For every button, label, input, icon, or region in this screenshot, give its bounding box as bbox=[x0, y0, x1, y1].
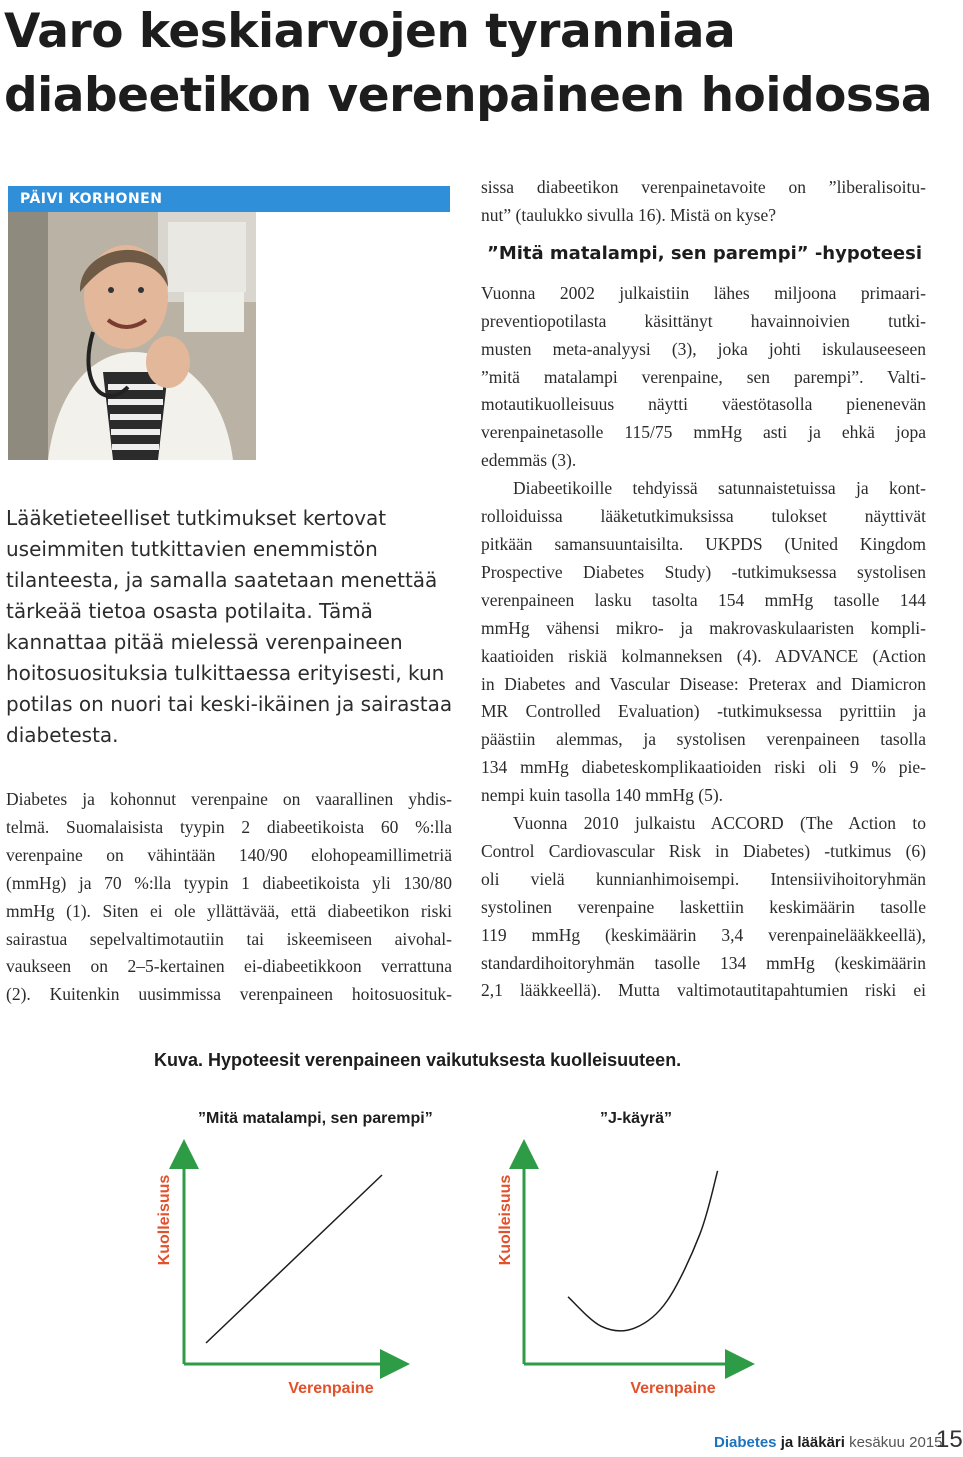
article-title bbox=[4, 0, 954, 128]
lead-line: useimmiten tutkittavien enemmistön bbox=[6, 537, 378, 561]
chart-1-series-line bbox=[206, 1175, 382, 1343]
body-line: sairastua sepelvaltimotautiin tai iskeemiseen aivohal- bbox=[6, 928, 452, 949]
chart-1-xlabel: Verenpaine bbox=[288, 1380, 374, 1397]
chart-2-title: ”J-käyrä” bbox=[600, 1110, 673, 1127]
body-line: verenpainetasolle 115/75 mmHg asti ja ehkä jopa bbox=[481, 422, 926, 443]
body-line: Diabeetikoille tehdyissä satunnaistetuissa ja kont- bbox=[513, 478, 926, 499]
body-line: kaatioiden riskiä kolmanneksen (4). ADVANCE (Action bbox=[481, 645, 926, 666]
chart-1-ylabel: Kuolleisuus bbox=[156, 1174, 173, 1266]
title-line-2: diabeetikon verenpaineen hoidossa bbox=[4, 68, 933, 123]
body-line: motautikuolleisuus näytti väestötasolla pienenevän bbox=[481, 394, 926, 415]
body-line: (mmHg) ja 70 %:lla tyypin 1 diabeetikoista yli 130/80 bbox=[6, 872, 452, 893]
figure-caption: Kuva. Hypoteesit verenpaineen vaikutuksesta kuolleisuuteen. bbox=[154, 1050, 682, 1070]
chart-2-xlabel: Verenpaine bbox=[630, 1380, 716, 1397]
body-line: vaukseen on 2–5-kertainen ei-diabeetikkoon verrattuna bbox=[6, 956, 452, 977]
title-line-1: Varo keskiarvojen tyranniaa bbox=[4, 4, 736, 59]
body-line: Prospective Diabetes Study) -tutkimuksessa systolisen bbox=[481, 561, 926, 582]
lead-line: tärkeää tietoa osasta potilaita. Tämä bbox=[6, 599, 373, 623]
body-line: systolinen verenpaine laskettiin keskimäärin tasolle bbox=[481, 896, 926, 917]
body-line: oli vielä kunnianhimoisempi. Intensiivihoitoryhmän bbox=[481, 868, 926, 889]
chart-2-series-line bbox=[568, 1171, 718, 1331]
lead-line: tilanteesta, ja samalla saatetaan menettää bbox=[6, 568, 438, 592]
body-line: telmä. Suomalaisista tyypin 2 diabeetikoista 60 %:lla bbox=[6, 816, 452, 837]
lead-line: kannattaa pitää mielessä verenpaineen bbox=[6, 630, 403, 654]
body-line: edemmäs (3). bbox=[481, 450, 577, 471]
body-line: 2,1 lääkkeellä). Mutta valtimotautitapahtumien riski ei bbox=[481, 980, 926, 1001]
body-line: Vuonna 2010 julkaistu ACCORD (The Action to bbox=[513, 813, 926, 834]
body-line: verenpaineen lasku tasolta 154 mmHg tasolle 144 bbox=[481, 589, 926, 610]
magazine-name-part2: ja lääkäri bbox=[780, 1434, 845, 1451]
body-line: päästiin alemmas, ja systolisen verenpaineen tasolla bbox=[481, 729, 926, 750]
body-line: nempi kuin tasolla 140 mmHg (5). bbox=[481, 785, 724, 806]
lead-line: diabetesta. bbox=[6, 723, 119, 747]
body-line: nut” (taulukko sivulla 16). Mistä on kyse? bbox=[481, 204, 777, 225]
lead-line: potilas on nuori tai keski-ikäinen ja sairastaa bbox=[6, 692, 453, 716]
body-line: Control Cardiovascular Risk in Diabetes) -tutkimus (6) bbox=[481, 840, 926, 861]
body-line: (2). Kuitenkin uusimmissa verenpaineen hoitosuosituk- bbox=[6, 984, 452, 1005]
author-photo bbox=[8, 212, 256, 460]
body-line: rolloiduissa lääketutkimuksissa tulokset näyttivät bbox=[481, 506, 926, 527]
chart-2-ylabel: Kuolleisuus bbox=[497, 1174, 514, 1266]
body-line: standardihoitoryhmän tasolle 134 mmHg (keskimäärin bbox=[481, 952, 926, 973]
chart-1-title: ”Mitä matalampi, sen parempi” bbox=[198, 1110, 433, 1127]
body-line: musten meta-analyysi (3), joka johti iskulauseeseen bbox=[481, 338, 926, 359]
body-line: verenpaine on vähintään 140/90 elohopeamillimetriä bbox=[6, 844, 452, 865]
section-subheading: ”Mitä matalampi, sen parempi” -hypoteesi bbox=[487, 242, 923, 264]
body-line: 134 mmHg diabeteskomplikaatioiden riski oli 9 % pie- bbox=[481, 757, 926, 778]
body-line: preventiopotilasta käsittänyt havainnoivien tutki- bbox=[481, 310, 926, 331]
magazine-footer bbox=[714, 1434, 943, 1451]
lead-line: hoitosuosituksia tulkittaessa erityisesti, kun bbox=[6, 661, 445, 685]
body-column-left bbox=[6, 786, 452, 1009]
body-line: ”mitä matalampi verenpaine, sen parempi”. Valti- bbox=[481, 366, 926, 387]
chart-1 bbox=[156, 1154, 395, 1397]
body-line: pitkään samansuuntaisilta. UKPDS (United Kingdom bbox=[481, 533, 926, 554]
body-line: Diabetes ja kohonnut verenpaine on vaarallinen yhdis- bbox=[6, 789, 452, 809]
chart-2 bbox=[497, 1154, 740, 1397]
page-number: 15 bbox=[936, 1426, 963, 1453]
lead-paragraph bbox=[6, 503, 453, 751]
body-line: mmHg (1). Siten ei ole yllättävää, että diabeetikon riski bbox=[6, 900, 452, 921]
body-line: sissa diabeetikon verenpainetavoite on ”liberalisoitu- bbox=[481, 177, 926, 197]
author-byline: PÄIVI KORHONEN bbox=[8, 186, 450, 212]
magazine-name-part1: Diabetes bbox=[714, 1434, 777, 1451]
lead-line: Lääketieteelliset tutkimukset kertovat bbox=[6, 506, 387, 530]
body-column-right bbox=[481, 174, 926, 1005]
body-line: in Diabetes and Vascular Disease: Preterax and Diamicron bbox=[481, 673, 926, 694]
body-line: 119 mmHg (keskimäärin 3,4 verenpainelääkkeellä), bbox=[481, 924, 926, 945]
body-line: mmHg vähensi mikro- ja makrovaskulaaristen kompli- bbox=[481, 617, 926, 638]
body-line: MR Controlled Evaluation) -tutkimuksessa pyrittiin ja bbox=[481, 701, 926, 722]
body-line: Vuonna 2002 julkaistiin lähes miljoona primaari- bbox=[481, 282, 926, 303]
issue-date: kesäkuu 2015 bbox=[849, 1434, 943, 1451]
hypothesis-charts bbox=[0, 1140, 960, 1410]
